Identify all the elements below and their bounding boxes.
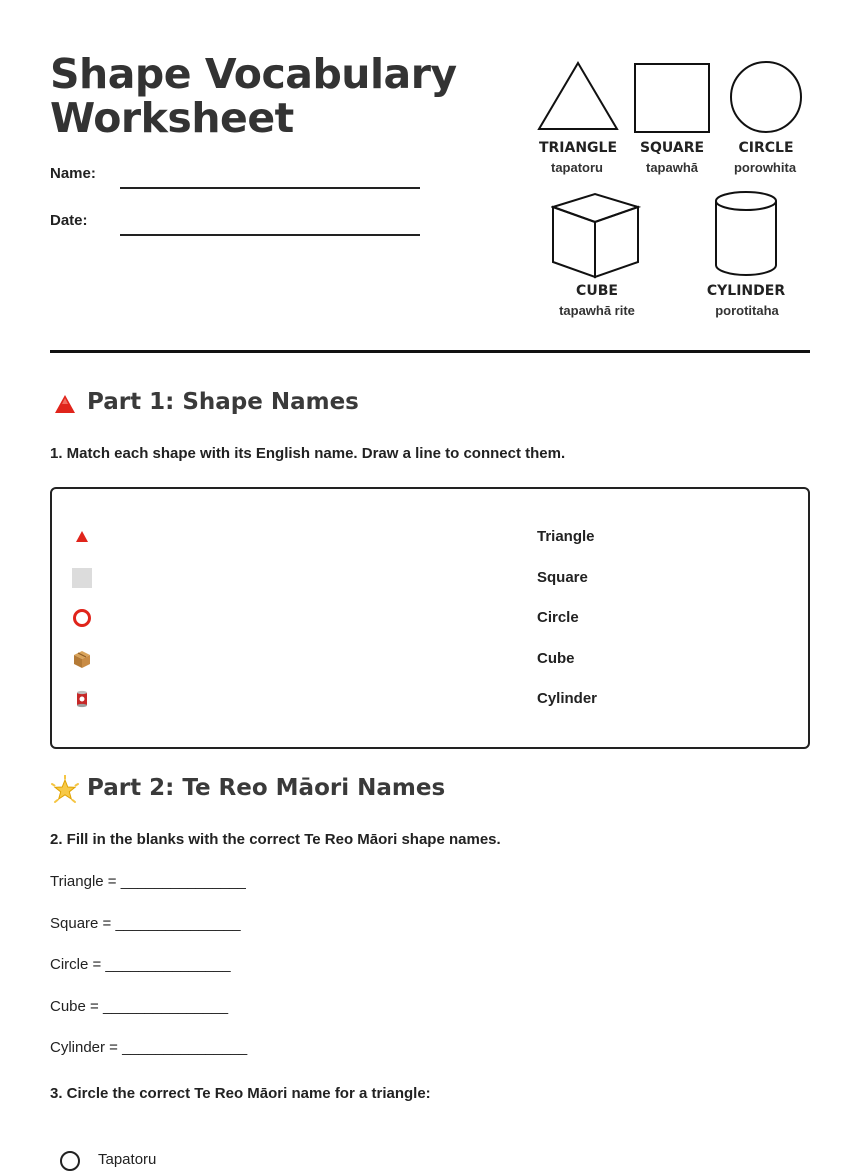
circle-outline-icon <box>729 60 803 134</box>
question-3: 3. Circle the correct Te Reo Māori name for a triangle: <box>50 1085 431 1102</box>
part2-title: Part 2: Te Reo Māori Names <box>87 775 446 801</box>
question-1: 1. Match each shape with its English name. Draw a line to connect them. <box>50 445 566 462</box>
red-triangle-icon <box>72 527 92 547</box>
match-word-triangle: Triangle <box>537 528 595 545</box>
shape-label-square: SQUARE <box>639 140 705 156</box>
cube-outline-icon <box>551 192 641 280</box>
square-outline-icon <box>633 62 711 134</box>
shape-label-triangle: TRIANGLE <box>538 140 618 156</box>
header-divider <box>50 350 810 353</box>
match-word-circle: Circle <box>537 609 579 626</box>
shape-maori-square: tapawhā <box>645 160 698 175</box>
blank-triangle[interactable]: Triangle = _______________ <box>50 873 246 890</box>
name-label: Name: <box>50 165 96 182</box>
blank-square[interactable]: Square = _______________ <box>50 915 241 932</box>
worksheet-title: Shape Vocabulary Worksheet <box>50 50 457 142</box>
shape-maori-cylinder: porotitaha <box>715 303 779 318</box>
shape-label-cube: CUBE <box>576 283 618 299</box>
red-triangle-icon <box>54 394 76 414</box>
shape-maori-cube: tapawhā rite <box>559 303 635 318</box>
match-word-cube: Cube <box>537 650 575 667</box>
name-field[interactable] <box>120 187 420 189</box>
shape-maori-triangle: tapatoru <box>551 160 603 175</box>
package-box-icon <box>72 649 92 669</box>
shape-label-circle: CIRCLE <box>738 140 794 156</box>
blank-circle[interactable]: Circle = _______________ <box>50 956 231 973</box>
match-word-square: Square <box>537 569 588 586</box>
cylinder-outline-icon <box>713 190 779 278</box>
matching-box <box>50 487 810 749</box>
option-label-tapatoru: Tapatoru <box>98 1151 157 1168</box>
part1-title: Part 1: Shape Names <box>87 389 359 415</box>
date-field[interactable] <box>120 234 420 236</box>
blank-cube[interactable]: Cube = _______________ <box>50 998 229 1015</box>
question-2: 2. Fill in the blanks with the correct Te Reo Māori shape names. <box>50 831 501 848</box>
match-word-cylinder: Cylinder <box>537 690 598 707</box>
shape-maori-circle: porowhita <box>733 160 797 175</box>
red-circle-icon <box>72 608 92 628</box>
shape-label-cylinder: CYLINDER <box>706 283 786 299</box>
tin-can-icon <box>72 689 92 709</box>
triangle-outline-icon <box>536 60 620 132</box>
blank-cylinder[interactable]: Cylinder = _______________ <box>50 1039 248 1056</box>
option-radio-tapatoru[interactable] <box>60 1151 80 1171</box>
glowing-star-icon <box>50 775 80 805</box>
gray-square-icon <box>72 568 92 588</box>
date-label: Date: <box>50 212 88 229</box>
